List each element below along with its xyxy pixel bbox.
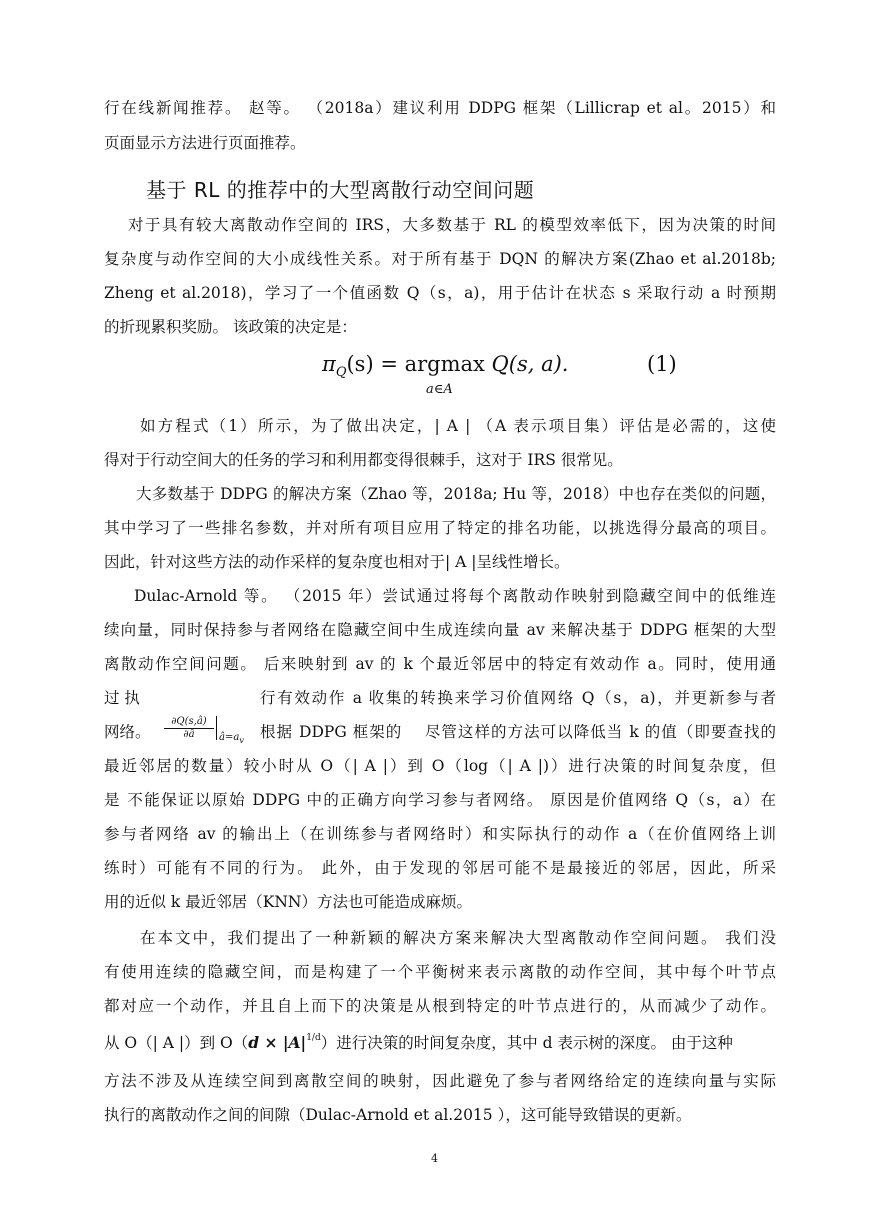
inline-math-text: d × |A|	[248, 1033, 307, 1052]
body-text: 从 O（| A |）到 O（	[104, 1034, 249, 1052]
equation-lhs: π	[322, 352, 336, 376]
derivative-numerator: ∂Q(s,â)	[164, 716, 214, 729]
body-line: 的折现累积奖励。 该政策的决定是：	[104, 318, 357, 336]
body-line: 都对应一个动作，并且自上而下的决策是从根到特定的叶节点进行的，从而减少了动作。	[104, 997, 776, 1015]
body-line: 是 不能保证以原始 DDPG 中的正确方向学习参与者网络。 原因是价值网络 Q（s，a）在	[104, 791, 776, 809]
body-line: 练时）可能有不同的行为。 此外，由于发现的邻居可能不是最接近的邻居，因此，所采	[104, 859, 776, 877]
body-line-with-math	[104, 1033, 776, 1056]
evaluation-bar	[216, 716, 217, 740]
section-heading: 基于 RL 的推荐中的大型离散行动空间问题	[146, 178, 535, 202]
page-number: 4	[431, 1152, 438, 1165]
body-line: 方法不涉及从连续空间到离散空间的映射，因此避免了参与者网络给定的连续向量与实际	[104, 1072, 776, 1090]
evaluation-text-sub: v	[239, 736, 244, 745]
inline-derivative	[164, 716, 256, 745]
body-line: 过 执	[104, 689, 140, 707]
derivative-fraction	[164, 716, 214, 741]
body-line: 参与者网络 av 的输出上（在训练参与者网络时）和实际执行的动作 a（在价值网络上训	[104, 825, 776, 843]
body-line: 离散动作空间问题。 后来映射到 av 的 k 个最近邻居中的特定有效动作 a。同时，使用通	[104, 655, 776, 673]
evaluation-text: â=a	[219, 732, 240, 743]
evaluation-subscript	[219, 732, 244, 745]
body-line: 页面显示方法进行页面推荐。	[104, 134, 306, 152]
body-line: 得对于行动空间大的任务的学习和利用都变得很棘手，这对于 IRS 很常见。	[104, 451, 623, 469]
equation-body	[322, 352, 568, 380]
body-line: 行在线新闻推荐。 赵等。 （2018a）建议利用 DDPG 框架（Lillicrap et al。2015）和	[104, 99, 776, 117]
body-line: 复杂度与动作空间的大小成线性关系。对于所有基于 DQN 的解决方案(Zhao et al.2018b;	[104, 250, 776, 268]
body-line: 其中学习了一些排名参数，并对所有项目应用了特定的排名功能，以挑选得分最高的项目。	[104, 519, 776, 537]
body-line: 在本文中，我们提出了一种新颖的解决方案来解决大型离散动作空间问题。 我们没	[140, 929, 776, 947]
body-line: 网络。	[104, 723, 151, 741]
inline-math-exponent: 1/d	[306, 1033, 321, 1043]
equation-1	[322, 352, 702, 402]
body-line: 执行的离散动作之间的间隙（Dulac-Arnold et al.2015 ），这可能导致错误的更新。	[104, 1106, 692, 1124]
body-line: Dulac-Arnold 等。 （2015 年）尝试通过将每个离散动作映射到隐藏空间中的低维连	[134, 587, 776, 605]
body-line: 用的近似 k 最近邻居（KNN）方法也可能造成麻烦。	[104, 893, 472, 911]
body-line: 如方程式（1）所示，为了做出决定，| A | （A 表示项目集）评估是必需的，这使	[140, 417, 776, 435]
body-line: 大多数基于 DDPG 的解决方案（Zhao 等，2018a; Hu 等，2018）中也存在类似的问题，	[136, 485, 776, 503]
equation-number: (1)	[647, 352, 677, 376]
body-line: 根据 DDPG 框架的 尽管这样的方法可以降低当 k 的值（即要查找的	[260, 723, 776, 741]
equation-operator: argmax	[404, 352, 485, 376]
derivative-denominator: ∂â	[183, 729, 195, 740]
body-line: Zheng et al.2018)，学习了一个值函数 Q（s，a)，用于估计在状态 s 采取行动 a 时预期	[104, 284, 776, 302]
equation-lhs-sub: Q	[335, 365, 347, 381]
inline-math	[248, 1033, 320, 1052]
body-line: 最近邻居的数量）较小时从 O（| A |）到 O（log（| A |)）进行决策的时间复杂度，但	[104, 757, 776, 775]
body-line: 行有效动作 a 收集的转换来学习价值网络 Q（s，a)，并更新参与者	[260, 689, 776, 707]
body-line: 对于具有较大离散动作空间的 IRS，大多数基于 RL 的模型效率低下，因为决策的时间	[128, 216, 776, 234]
equation-operator-sub: a∈A	[426, 382, 453, 397]
equation-lhs-arg: (s) =	[346, 352, 405, 376]
body-line: 续向量，同时保持参与者网络在隐藏空间中生成连续向量 av 来解决基于 DDPG 框架的大型	[104, 621, 776, 639]
equation-rhs: Q(s, a).	[484, 352, 569, 376]
body-line: 因此，针对这些方法的动作采样的复杂度也相对于| A |呈线性增长。	[104, 553, 570, 571]
body-text: ）进行决策的时间复杂度，其中 d 表示树的深度。 由于这种	[320, 1034, 733, 1052]
body-line: 有使用连续的隐藏空间，而是构建了一个平衡树来表示离散的动作空间，其中每个叶节点	[104, 963, 776, 981]
